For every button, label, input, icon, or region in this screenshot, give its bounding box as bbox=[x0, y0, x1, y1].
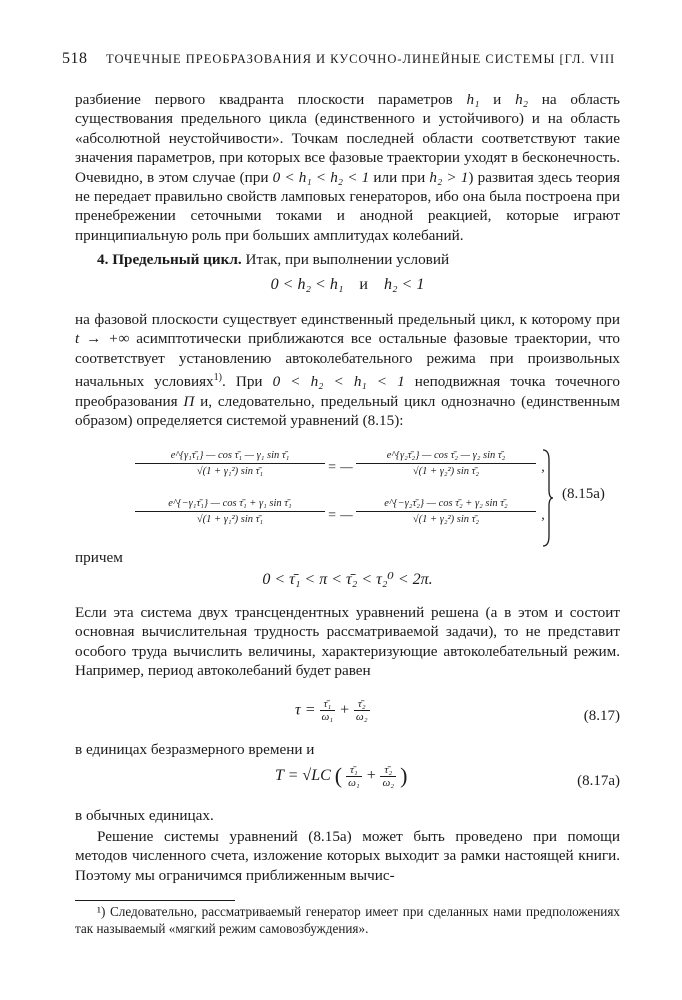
label-dimensionless-time: в единицах безразмерного времени и bbox=[75, 741, 315, 758]
fraction-r2: e^{−γ₂τ̄₂} — cos τ̄₂ + γ₂ sin τ̄₂ √(1 + γ₂²) sin τ̄₂ bbox=[356, 498, 536, 525]
paragraph-3: на фазовой плоскости существует единственный предельный цикл, к которому при t → +∞ асимптотически приближаются все остальные фазовые траектории, что соответствует установлению автоколебательного режима при произвольных начальных условиях$^{1)}$. При 0 < h₂ < h₁ < 1 неподвижная точка точечного преобразования Π и, следовательно, предельный цикл однозначно (единственным образом) определяется системой уравнений (8.15): bbox=[75, 311, 621, 430]
label-prichem: причем bbox=[75, 549, 123, 566]
paragraph-4: Если эта система двух трансцендентных уравнений решена (а в этом и состоит основная вычислительная трудность рассматриваемой задачи), то не представит особого труда вычислить величины, характеризующие автоколебательный режим. Например, период автоколебаний будет равен bbox=[75, 604, 620, 680]
running-header bbox=[62, 50, 622, 68]
symbol-h2: h₂ bbox=[515, 91, 528, 108]
equation-number-8-17: (8.17) bbox=[583, 708, 620, 724]
inline-condition-2: h₂ > 1 bbox=[429, 168, 469, 186]
paragraph-1: разбиение первого квадранта плоскости параметров h₁ и h₂ на область существования предельного цикла (единственного и устойчивого) и на область «абсолютной неустойчивости». Точкам последней области соответствуют такие значения параметров, при которых все фазовые траектории уходят в бесконечность. Очевидно, в этом случае (при 0 < h₁ < h₂ < 1 или при h₂ > 1) развитая здесь теория не передает правильно свойств ламповых генераторов, ибо она была построена при пренебрежении сеточными токами и анодной реакцией, которые играют принципиальную роль при больших амплитудах колебаний. bbox=[75, 91, 621, 244]
equation-conditions: 0 < h₂ < h₁ и h₂ < 1 bbox=[270, 276, 425, 293]
inline-condition-1: 0 < h₁ < h₂ < 1 bbox=[272, 168, 370, 186]
system-line-2: e^{−γ₁τ̄₁} — cos τ̄₁ + γ₁ sin τ̄₁ √(1 + γ₁²) sin τ̄₁ = — e^{−γ₂τ̄₂} — cos τ̄₂ + γ₂ sin τ̄₂ √(1 + γ₂²) sin τ̄₂ , bbox=[130, 496, 550, 540]
right-brace-icon bbox=[542, 448, 554, 548]
footnote-marker: 1) bbox=[213, 372, 222, 384]
fraction-r1: e^{γ₂τ̄₂} — cos τ̄₂ — γ₂ sin τ̄₂ √(1 + γ₂²) sin τ̄₂ bbox=[356, 450, 536, 477]
equation-inequality: 0 < τ̄₁ < π < τ̄₂ < τ₂⁰ < 2π. bbox=[262, 571, 433, 588]
equation-number-8-17a: (8.17а) bbox=[577, 773, 620, 789]
symbol-h1: h₁ bbox=[466, 91, 480, 108]
fraction-l2: e^{−γ₁τ̄₁} — cos τ̄₁ + γ₁ sin τ̄₁ √(1 + γ₁²) sin τ̄₁ bbox=[135, 498, 325, 525]
header-title: ТОЧЕЧНЫЕ ПРЕОБРАЗОВАНИЯ И КУСОЧНО-ЛИНЕЙНЫЕ СИСТЕМЫ [ГЛ. VIII bbox=[106, 52, 616, 66]
label-ordinary-units: в обычных единицах. bbox=[75, 807, 214, 824]
footnote: ¹) Следовательно, рассматриваемый генератор имеет при сделанных нами предположениях так называемый «мягкий режим самовозбуждения». bbox=[75, 904, 620, 936]
fraction-l1: e^{γ₁τ̄₁} — cos τ̄₁ — γ₁ sin τ̄₁ √(1 + γ₁²) sin τ̄₁ bbox=[135, 450, 325, 477]
paragraph-2: 4. Предельный цикл. Итак, при выполнении условий bbox=[97, 251, 450, 268]
paragraph-5: Решение системы уравнений (8.15а) может быть проведено при помощи методов численного счета, изложение которых выходит за рамки настоящей книги. Поэтому мы ограничимся приближенным вычис- bbox=[75, 828, 620, 884]
equation-system-8-15a bbox=[130, 448, 550, 546]
footnote-divider bbox=[75, 900, 235, 901]
section-heading: 4. Предельный цикл. bbox=[97, 251, 242, 268]
page-number: 518 bbox=[62, 50, 88, 67]
equation-8-17: τ = $\frac{\text{τ̄₁}}{\text{ω₁}}$ + $\frac{\text{τ̄₂}}{\text{ω₂}}$ (8.17) bbox=[295, 698, 620, 724]
equation-8-17a: T = √LC ( $\frac{\text{τ̄₁}}{\text{ω₁}}$ + $\frac{\text{τ̄₂}}{\text{ω₂}}$ ) (8.17а) bbox=[275, 763, 620, 789]
system-line-1: e^{γ₁τ̄₁} — cos τ̄₁ — γ₁ sin τ̄₁ √(1 + γ₁²) sin τ̄₁ = — e^{γ₂τ̄₂} — cos τ̄₂ — γ₂ sin τ̄₂ √(1 + γ₂²) sin τ̄₂ , bbox=[130, 448, 550, 492]
equation-number-8-15a: (8.15а) bbox=[562, 486, 605, 502]
